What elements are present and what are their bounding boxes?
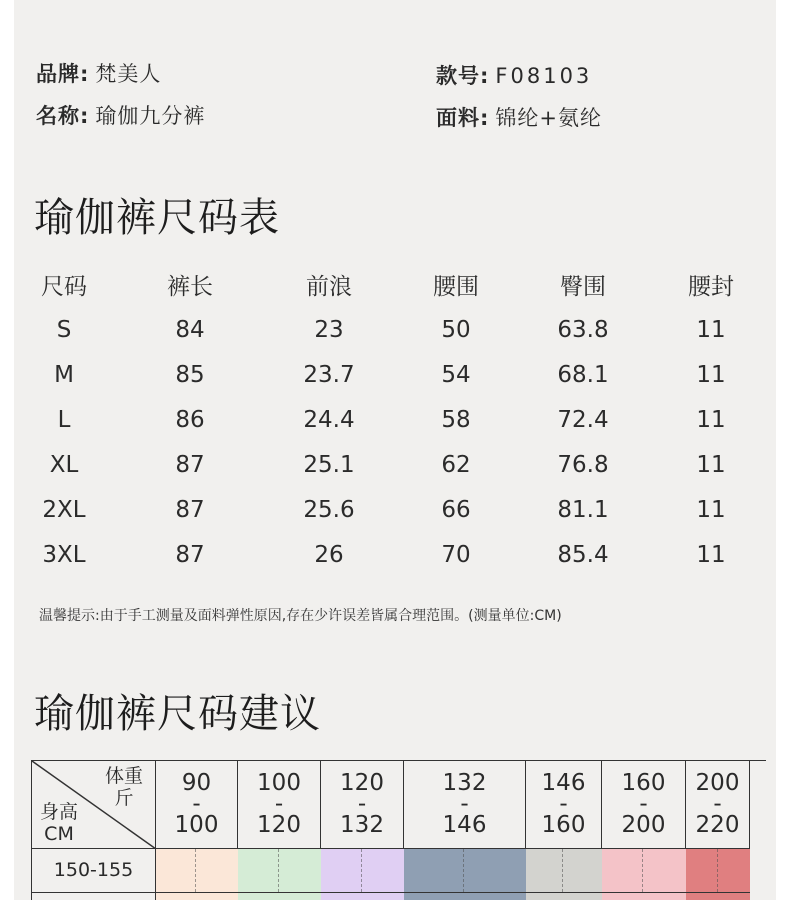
measurement-note: 温馨提示:由于手工测量及面料弹性原因,存在少许误差皆属合理范围。(测量单位:CM) (39, 608, 562, 624)
size-cell: 66 (441, 496, 471, 523)
weight-range-text: 132 (340, 812, 384, 838)
name-label: 名称: (36, 104, 90, 128)
size-cell: 3XL (42, 541, 86, 568)
size-suggestion-grid (31, 760, 766, 900)
size-cell: 63.8 (557, 316, 609, 343)
suggestion-color-cell (321, 893, 404, 900)
size-cell: 11 (696, 361, 726, 388)
dashed-divider (361, 849, 362, 892)
weight-range-text: 200 (621, 812, 666, 838)
size-header-cell: 臀围 (560, 274, 606, 300)
style-value: F08103 (495, 64, 593, 88)
size-row (14, 487, 776, 532)
style-label: 款号: (436, 64, 490, 88)
size-cell: 76.8 (557, 451, 609, 478)
suggestion-color-cell (404, 849, 526, 893)
size-row (14, 442, 776, 487)
size-cell: 25.6 (303, 496, 355, 523)
suggestion-color-cell (686, 849, 750, 893)
weight-unit: 斤 (114, 787, 134, 809)
weight-range-text: 120 (340, 770, 384, 796)
size-cell: 68.1 (557, 361, 609, 388)
style-line (436, 60, 592, 90)
size-cell: L (57, 406, 71, 433)
weight-range-text: 90 (181, 770, 212, 796)
weight-range-text: 160 (541, 812, 586, 838)
weight-label: 体重 (104, 765, 143, 787)
size-header-cell: 腰围 (433, 274, 479, 300)
size-cell: 11 (696, 316, 726, 343)
suggestion-color-cell (156, 893, 238, 900)
size-cell: 87 (175, 541, 205, 568)
size-cell: 72.4 (557, 406, 609, 433)
weight-axis-label (105, 765, 143, 809)
suggestion-color-cell (526, 849, 602, 893)
weight-range-header (238, 761, 321, 849)
size-cell: 54 (441, 361, 471, 388)
height-row (32, 849, 766, 893)
size-cell: 58 (441, 406, 471, 433)
size-cell: 70 (441, 541, 471, 568)
size-table-body (14, 307, 776, 577)
weight-range-text: - (460, 791, 469, 817)
brand-value: 梵美人 (95, 62, 162, 86)
fabric-line (436, 102, 602, 132)
size-cell: 85 (175, 361, 205, 388)
weight-range-text: 220 (695, 812, 740, 838)
fabric-label: 面料: (436, 106, 490, 130)
weight-range-text: - (713, 791, 722, 817)
dashed-divider (463, 849, 464, 892)
size-cell: 84 (175, 316, 205, 343)
dashed-divider (195, 849, 196, 892)
suggestion-color-cell (526, 893, 602, 900)
height-range-label-empty (32, 893, 156, 900)
weight-range-text: 100 (257, 770, 301, 796)
size-cell: S (56, 316, 72, 343)
suggestion-color-cell (321, 849, 404, 893)
suggestion-color-cell (156, 849, 238, 893)
size-table-header (14, 262, 776, 307)
size-cell: 87 (175, 451, 205, 478)
weight-range-text: - (357, 791, 367, 817)
size-cell: 26 (314, 541, 344, 568)
weight-range-text: 132 (442, 770, 487, 796)
size-header-cell: 前浪 (306, 274, 352, 300)
name-value: 瑜伽九分裤 (95, 104, 206, 128)
fabric-value: 锦纶+氨纶 (495, 106, 603, 130)
suggestion-color-cell (404, 893, 526, 900)
size-cell: 25.1 (303, 451, 355, 478)
suggestion-color-cell (602, 849, 686, 893)
weight-range-text: 146 (541, 770, 586, 796)
weight-range-header (404, 761, 526, 849)
weight-range-text: - (274, 791, 284, 817)
height-unit: CM (44, 823, 74, 845)
size-cell: 62 (441, 451, 471, 478)
size-cell: 24.4 (303, 406, 355, 433)
size-header-cell: 裤长 (167, 274, 213, 300)
product-sheet (14, 0, 776, 900)
height-row-partial (32, 893, 766, 900)
weight-range-header (321, 761, 404, 849)
size-cell: 50 (441, 316, 471, 343)
size-cell: 11 (696, 541, 726, 568)
dashed-divider (642, 849, 643, 892)
size-cell: 23.7 (303, 361, 355, 388)
size-suggestion-title: 瑜伽裤尺码建议 (34, 691, 321, 737)
weight-range-header (686, 761, 750, 849)
size-row (14, 397, 776, 442)
height-axis-label (40, 801, 78, 845)
dashed-divider (562, 849, 563, 892)
brand-line (36, 58, 161, 88)
weight-range-header (526, 761, 602, 849)
weight-range-text: - (639, 791, 648, 817)
size-cell: 85.4 (557, 541, 609, 568)
size-row (14, 307, 776, 352)
weight-range-header (156, 761, 238, 849)
suggestion-color-cell (686, 893, 750, 900)
size-cell: M (54, 361, 74, 388)
size-cell: 11 (696, 406, 726, 433)
weight-range-text: 146 (442, 812, 487, 838)
size-header-cell: 尺码 (41, 274, 87, 300)
size-cell: 81.1 (557, 496, 609, 523)
size-cell: 11 (696, 451, 726, 478)
weight-range-header (602, 761, 686, 849)
corner-cell (32, 761, 156, 849)
name-line (36, 100, 205, 130)
suggestion-body (32, 849, 766, 900)
height-range-label: 150-155 (32, 849, 156, 893)
suggestion-color-cell (602, 893, 686, 900)
weight-range-text: 160 (621, 770, 666, 796)
suggestion-color-cell (238, 849, 321, 893)
weight-range-text: 100 (174, 812, 219, 838)
weight-range-text: - (559, 791, 568, 817)
brand-label: 品牌: (36, 62, 90, 86)
size-header-cell: 腰封 (688, 274, 734, 300)
size-cell: 87 (175, 496, 205, 523)
weight-range-text: 200 (695, 770, 740, 796)
size-cell: 23 (314, 316, 344, 343)
size-cell: 2XL (42, 496, 86, 523)
height-label: 身高 (40, 801, 79, 823)
size-cell: XL (49, 451, 79, 478)
size-row (14, 352, 776, 397)
size-table (14, 262, 776, 577)
size-cell: 11 (696, 496, 726, 523)
dashed-divider (278, 849, 279, 892)
dashed-divider (717, 849, 718, 892)
weight-range-text: - (192, 791, 201, 817)
size-row (14, 532, 776, 577)
weight-range-text: 120 (257, 812, 301, 838)
size-cell: 86 (175, 406, 205, 433)
suggestion-color-cell (238, 893, 321, 900)
suggestion-header-row (32, 761, 766, 849)
size-chart-title: 瑜伽裤尺码表 (34, 195, 280, 241)
